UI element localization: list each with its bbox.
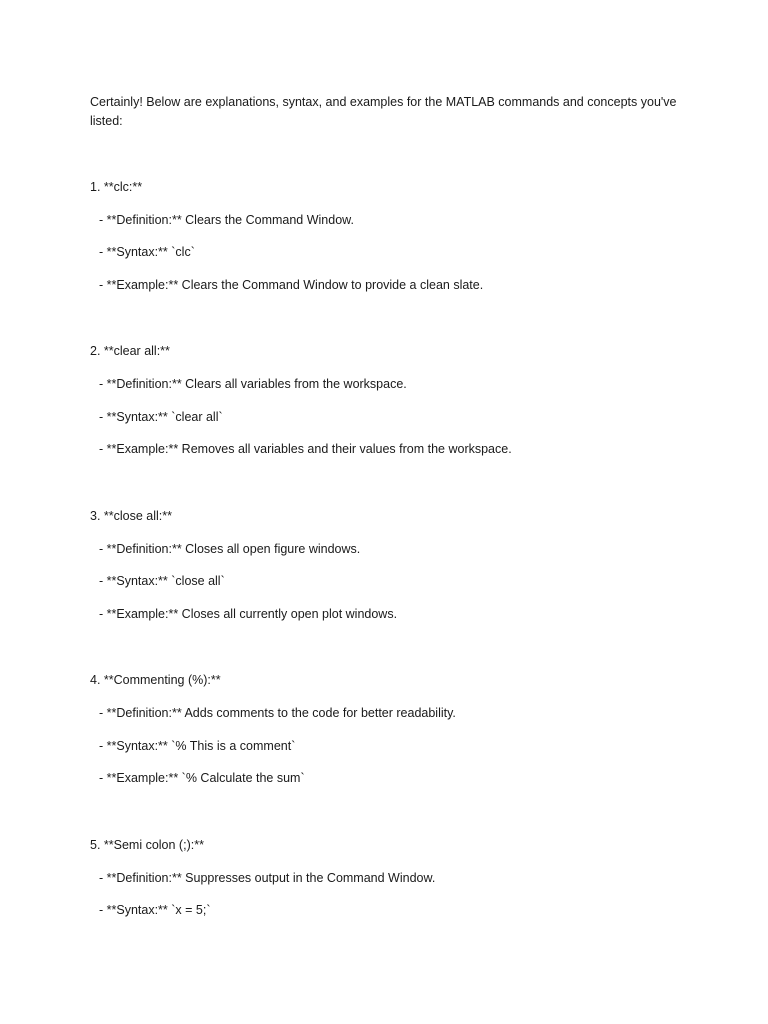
bullet-example: - **Example:** `% Calculate the sum` — [99, 771, 305, 785]
bullet-example: - **Example:** Removes all variables and their values from the workspace. — [99, 442, 512, 456]
section-heading-close-all: 3. **close all:** — [90, 509, 172, 523]
bullet-definition: - **Definition:** Adds comments to the code for better readability. — [99, 706, 456, 720]
section-heading-clear-all: 2. **clear all:** — [90, 344, 170, 358]
bullet-example: - **Example:** Closes all currently open plot windows. — [99, 607, 398, 621]
section-heading-commenting: 4. **Commenting (%):** — [90, 673, 221, 687]
bullet-definition: - **Definition:** Clears all variables from the workspace. — [99, 377, 407, 391]
bullet-definition: - **Definition:** Closes all open figure windows. — [99, 542, 361, 556]
bullet-definition: - **Definition:** Clears the Command Window. — [99, 213, 354, 227]
section-heading-clc: 1. **clc:** — [90, 180, 143, 194]
bullet-definition: - **Definition:** Suppresses output in the Command Window. — [99, 871, 436, 885]
section-heading-semicolon: 5. **Semi colon (;):** — [90, 838, 204, 852]
bullet-example: - **Example:** Clears the Command Window to provide a clean slate. — [99, 278, 484, 292]
bullet-syntax: - **Syntax:** `x = 5;` — [99, 903, 211, 917]
bullet-syntax: - **Syntax:** `clc` — [99, 245, 195, 259]
intro-paragraph: Certainly! Below are explanations, syntax, and examples for the MATLAB commands and concepts you've listed: — [90, 95, 677, 128]
bullet-syntax: - **Syntax:** `close all` — [99, 574, 225, 588]
bullet-syntax: - **Syntax:** `clear all` — [99, 410, 223, 424]
bullet-syntax: - **Syntax:** `% This is a comment` — [99, 739, 296, 753]
